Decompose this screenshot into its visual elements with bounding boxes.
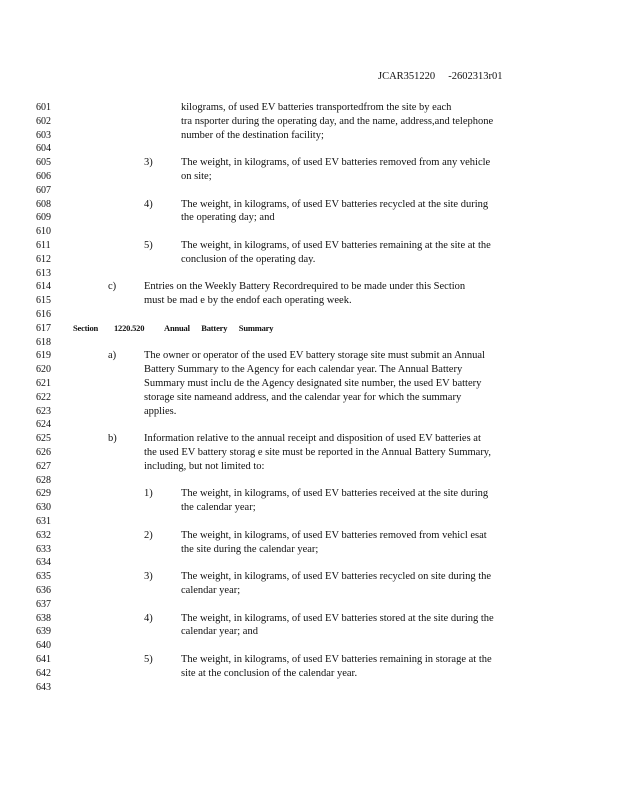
item-text-line: the operating day; and [181, 212, 275, 224]
item-text-line: calendar year; [181, 585, 241, 596]
line-number: 628 [36, 474, 51, 486]
subsection-text-line: storage site nameand address, and the calendar year for which the summary [144, 391, 462, 403]
item-text-line: conclusion of the operating day. [181, 253, 316, 265]
line-number: 629 [36, 488, 51, 500]
subsection-marker: b) [108, 433, 117, 445]
item-text-line: The weight, in kilograms, of used EV batteries received at the site during [181, 488, 489, 500]
line-number: 614 [36, 281, 51, 293]
section-number: 1220.520 [114, 323, 145, 333]
item-text-line: number of the destination facility; [181, 129, 324, 141]
list-marker: 5) [144, 654, 153, 665]
line-number: 643 [36, 681, 51, 693]
subsection-text-line: must be mad e by the endof each operating week. [144, 295, 352, 307]
list-marker: 2) [144, 529, 153, 541]
line-number: 617 [36, 322, 51, 334]
line-number: 619 [36, 350, 51, 362]
subsection-text-line: Battery Summary to the Agency for each calendar year. The Annual Battery [144, 364, 463, 376]
line-number: 616 [36, 309, 51, 320]
line-number: 630 [36, 502, 51, 514]
subsection-marker: a) [108, 350, 117, 362]
item-text-line: kilograms, of used EV batteries transportedfrom the site by each [181, 102, 452, 113]
subsection-text-line: The owner or operator of the used EV battery storage site must submit an Annual [144, 350, 485, 362]
item-text-line: The weight, in kilograms, of used EV batteries stored at the site during the [181, 612, 494, 624]
line-number: 626 [36, 447, 51, 458]
section-title: Annual Battery Summary [164, 323, 274, 333]
list-marker: 3) [144, 157, 153, 169]
line-number: 636 [36, 585, 51, 596]
item-text-line: The weight, in kilograms, of used EV batteries remaining at the site at the [181, 240, 491, 251]
item-text-line: tra nsporter during the operating day, and the name, address,and telephone [181, 115, 494, 127]
item-text-line: on site; [181, 171, 212, 182]
line-number: 634 [36, 557, 51, 569]
line-number: 622 [36, 391, 51, 403]
line-number: 612 [36, 253, 51, 265]
line-number: 611 [36, 240, 51, 251]
item-text-line: The weight, in kilograms, of used EV batteries recycled on site during the [181, 571, 492, 583]
line-number: 635 [36, 571, 51, 583]
item-text-line: The weight, in kilograms, of used EV batteries recycled at the site during [181, 198, 489, 210]
list-marker: 4) [144, 198, 153, 210]
line-number: 609 [36, 212, 51, 224]
line-number: 639 [36, 626, 51, 638]
line-number: 607 [36, 184, 51, 196]
line-number: 621 [36, 378, 51, 389]
line-number: 604 [36, 143, 51, 155]
list-marker: 5) [144, 240, 153, 251]
line-number: 637 [36, 598, 51, 610]
subsection-text-line: including, but not limited to: [144, 460, 265, 472]
line-number: 601 [36, 102, 51, 113]
subsection-text-line: Information relative to the annual receipt and disposition of used EV batteries at [144, 433, 481, 445]
line-number: 618 [36, 336, 51, 348]
item-text-line: site at the conclusion of the calendar year. [181, 667, 358, 679]
subsection-marker: c) [108, 281, 117, 293]
line-number: 641 [36, 654, 51, 665]
line-number: 642 [36, 667, 51, 679]
line-number: 620 [36, 364, 51, 376]
line-number: 640 [36, 640, 51, 652]
item-text-line: The weight, in kilograms, of used EV batteries remaining in storage at the [181, 654, 492, 665]
line-number: 638 [36, 612, 51, 624]
line-number: 608 [36, 198, 51, 210]
item-text-line: calendar year; and [181, 626, 258, 638]
subsection-text-line: applies. [144, 405, 177, 417]
item-text-line: the calendar year; [181, 502, 256, 514]
list-marker: 3) [144, 571, 153, 583]
document-id-header: JCAR351220 -2602313r01 [378, 71, 503, 82]
item-text-line: the site during the calendar year; [181, 543, 319, 555]
list-marker: 4) [144, 612, 153, 624]
item-text-line: The weight, in kilograms, of used EV batteries removed from any vehicle [181, 157, 491, 169]
line-number: 610 [36, 226, 51, 238]
line-number: 624 [36, 419, 51, 431]
line-number: 625 [36, 433, 51, 445]
subsection-text-line: Entries on the Weekly Battery Recordrequired to be made under this Section [144, 281, 466, 293]
line-number: 613 [36, 267, 51, 279]
line-number: 606 [36, 171, 51, 182]
line-number: 615 [36, 295, 51, 307]
line-number: 632 [36, 529, 51, 541]
item-text-line: The weight, in kilograms, of used EV batteries removed from vehicl esat [181, 529, 487, 541]
line-number: 602 [36, 115, 51, 127]
line-number: 631 [36, 516, 51, 527]
list-marker: 1) [144, 488, 153, 500]
line-number: 603 [36, 129, 51, 141]
line-number: 605 [36, 157, 51, 169]
line-number: 633 [36, 543, 51, 555]
subsection-text-line: Summary must inclu de the Agency designated site number, the used EV battery [144, 378, 482, 389]
subsection-text-line: the used EV battery storag e site must be reported in the Annual Battery Summary, [144, 447, 492, 458]
section-label: Section [73, 323, 99, 333]
line-number: 623 [36, 405, 51, 417]
line-number: 627 [36, 460, 51, 472]
